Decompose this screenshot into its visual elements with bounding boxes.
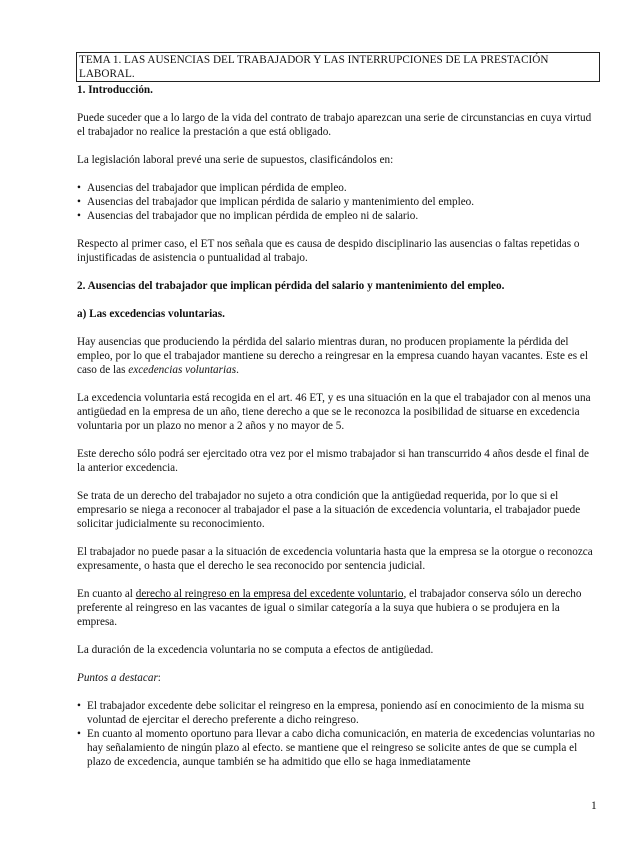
document-page <box>77 52 599 769</box>
paragraph: Se trata de un derecho del trabajador no sujeto a otra condición que la antigüedad requerida, por lo que si el empresario se niega a reconocer al trabajador el pase a la situación de excedencia voluntaria, el trabajador puede solicitar judicialmente su reconocimiento. <box>77 490 581 530</box>
paragraph: Este derecho sólo podrá ser ejercitado otra vez por el mismo trabajador si han transcurrido 4 años desde el final de la anterior excedencia. <box>77 448 589 474</box>
paragraph: El trabajador no puede pasar a la situación de excedencia voluntaria hasta que la empresa se la otorgue o reconozca expresamente, o hasta que el derecho le sea reconocido por sentencia judicial. <box>77 546 593 572</box>
bullet-list <box>77 699 599 769</box>
paragraph: La legislación laboral prevé una serie de supuestos, clasificándolos en: <box>77 154 394 166</box>
paragraph: Puede suceder que a lo largo de la vida del contrato de trabajo aparezcan una serie de circunstancias en cuya virtud el trabajador no realice la prestación a que está obligado. <box>77 112 592 138</box>
subsection-heading: a) Las excedencias voluntarias. <box>77 308 225 320</box>
section-1-heading: 1. Introducción. <box>77 84 153 96</box>
puntos-label: Puntos a destacar: <box>77 672 161 684</box>
page-number: 1 <box>591 800 597 812</box>
bullet-list <box>77 181 599 223</box>
paragraph: La duración de la excedencia voluntaria no se computa a efectos de antigüedad. <box>77 644 434 656</box>
paragraph: Respecto al primer caso, el ET nos señala que es causa de despido disciplinario las ausencias o faltas repetidas o injustificadas de asistencia o puntualidad al trabajo. <box>77 238 580 264</box>
section-2-heading: 2. Ausencias del trabajador que implican pérdida del salario y mantenimiento del empleo. <box>77 280 505 292</box>
list-item: • Ausencias del trabajador que implican pérdida de salario y mantenimiento del empleo. <box>75 195 599 209</box>
underlined-term: derecho al reingreso en la empresa del excedente voluntario <box>135 588 404 600</box>
paragraph: La excedencia voluntaria está recogida en el art. 46 ET, y es una situación en la que el trabajador con al menos una antigüedad en la empresa de un año, tiene derecho a que se le reconozca la posibilidad de situarse en excedencia voluntaria por un plazo no menor a 2 años y no mayor de 5. <box>77 392 591 432</box>
paragraph: En cuanto al derecho al reingreso en la empresa del excedente voluntario, el trabajador conserva sólo un derecho preferente al reingreso en las vacantes de igual o similar categoría a la suya que hubiera o se produjera en la empresa. <box>77 588 582 628</box>
list-item: • Ausencias del trabajador que implican pérdida de empleo. <box>75 181 599 195</box>
list-item: • El trabajador excedente debe solicitar el reingreso en la empresa, poniendo así en conocimiento de la misma su voluntad de ejercitar el derecho preferente a dicho reingreso. <box>75 699 599 727</box>
list-item: • Ausencias del trabajador que no implican pérdida de empleo ni de salario. <box>75 209 599 223</box>
document-title: TEMA 1. LAS AUSENCIAS DEL TRABAJADOR Y LAS INTERRUPCIONES DE LA PRESTACIÓN LABORAL. <box>76 52 600 82</box>
list-item: • En cuanto al momento oportuno para llevar a cabo dicha comunicación, en materia de excedencias voluntarias no hay señalamiento de ningún plazo al efecto. se mantiene que el reingreso se solicite antes de que se cumpla el plazo de excedencia, aunque también se ha admitido que ello se haga inmediatamente <box>75 727 599 769</box>
paragraph: Hay ausencias que produciendo la pérdida del salario mientras duran, no producen propiamente la pérdida del empleo, por lo que el trabajador mantiene su derecho a reingresar en la empresa cuando hayan vacantes. Este es el caso de las excedencias voluntarias. <box>77 336 588 376</box>
